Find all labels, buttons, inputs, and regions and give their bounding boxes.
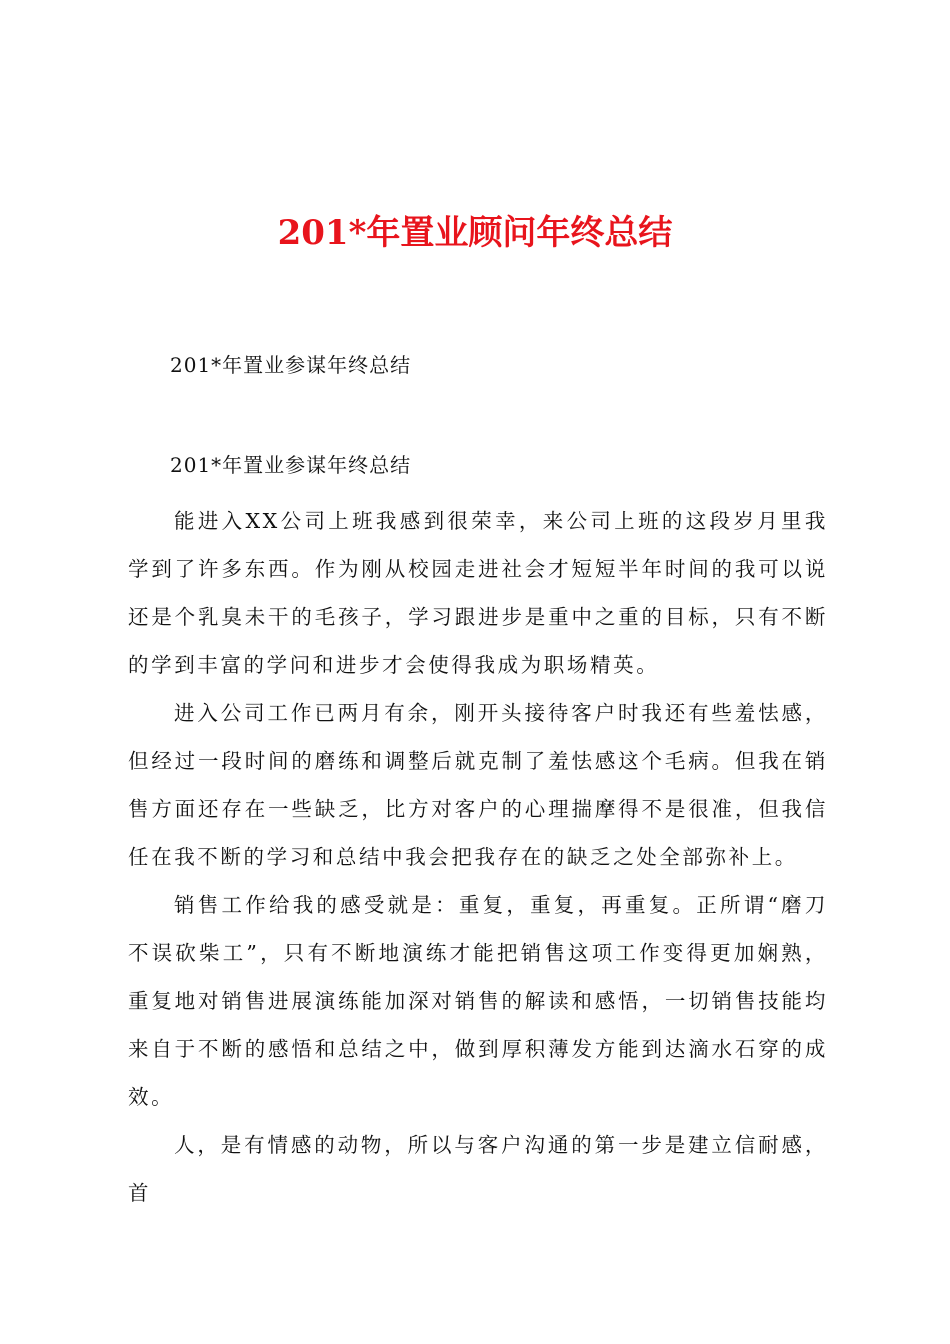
subheading-1: 201*年置业参谋年终总结 — [170, 353, 412, 377]
paragraph-1: 能进入XX公司上班我感到很荣幸，来公司上班的这段岁月里我学到了许多东西。作为刚从校园走进社会才短短半年时间的我可以说还是个乳臭未干的毛孩子，学习跟进步是重中之重的目标，只有不断的学到丰富的学问和进步才会使得我成为职场精英。 — [128, 509, 828, 677]
paragraph-2: 进入公司工作已两月有余，刚开头接待客户时我还有些羞怯感，但经过一段时间的磨练和调整后就克制了羞怯感这个毛病。但我在销售方面还存在一些缺乏，比方对客户的心理揣摩得不是很准，但我信任在我不断的学习和总结中我会把我存在的缺乏之处全部弥补上。 — [128, 701, 828, 869]
paragraph-4: 人，是有情感的动物，所以与客户沟通的第一步是建立信耐感，首 — [128, 1133, 828, 1205]
body-text — [128, 497, 828, 1217]
paragraph-3: 销售工作给我的感受就是：重复，重复，再重复。正所谓“磨刀不误砍柴工”，只有不断地演练才能把销售这项工作变得更加娴熟，重复地对销售进展演练能加深对销售的解读和感悟，一切销售技能均来自于不断的感悟和总结之中，做到厚积薄发方能到达滴水石穿的成效。 — [128, 893, 828, 1109]
document-title: 201*年置业顾问年终总结 — [277, 213, 673, 253]
subheading-2: 201*年置业参谋年终总结 — [170, 453, 412, 477]
